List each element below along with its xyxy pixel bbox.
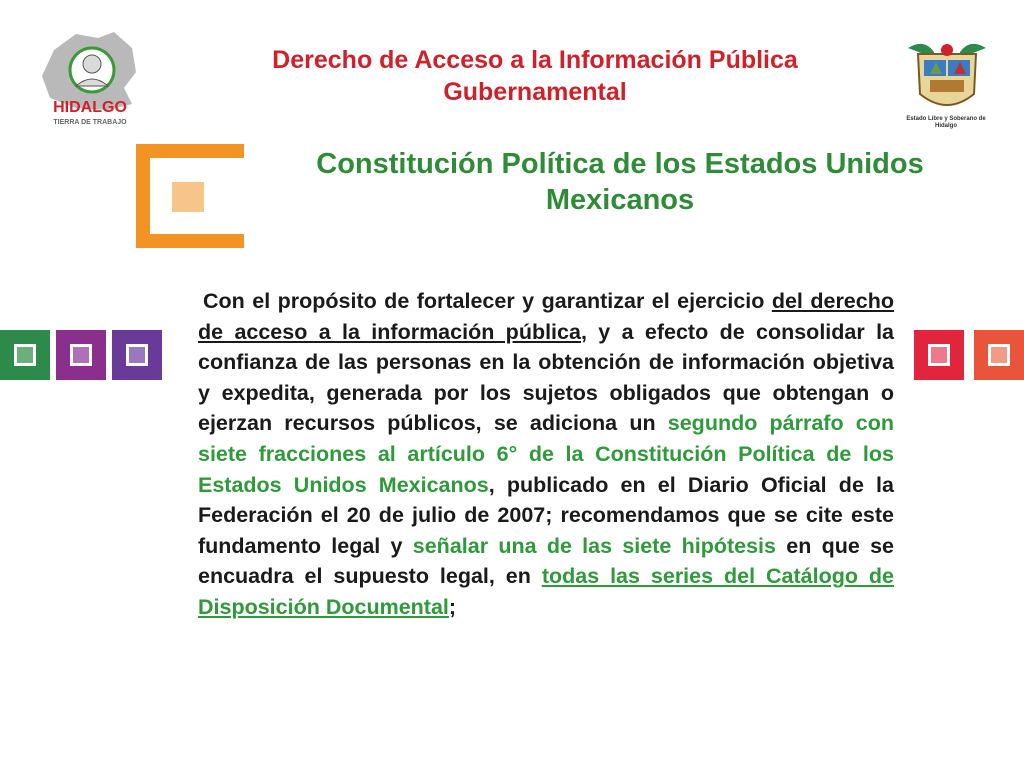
- body-text-5: , publicado en el Diario Oficial de la Federación el 20 de julio de 2007; recomendamos que se cite este fundamento legal y: [198, 472, 894, 558]
- body-text-7: en que se encuadra el supuesto legal, en: [198, 533, 894, 589]
- body-paragraph: [198, 286, 894, 623]
- violet-square-icon: [112, 330, 162, 380]
- body-text-3: , y a efecto de consolidar la confianza de las personas en la obtención de información objetiva y expedita, generada por los sujetos obligados que obtengan o ejerzan recursos públicos, se adiciona un: [198, 319, 895, 436]
- body-text-green-underlined: todas las series del Catálogo de Disposición Documental: [198, 564, 894, 619]
- hidalgo-logo: [36, 28, 144, 132]
- red-square-icon: [914, 330, 964, 380]
- body-text-green-2: señalar una de las siete hipótesis: [412, 533, 776, 558]
- hidalgo-logo-text: HIDALGO: [53, 99, 127, 116]
- orange-red-square-icon: [974, 330, 1024, 380]
- green-square-icon: [0, 330, 50, 380]
- purple-square-icon: [56, 330, 106, 380]
- body-text-1: Con el propósito de fortalecer y garantizar el ejercicio: [203, 289, 772, 313]
- page-header-title: Derecho de Acceso a la Información Pública Gubernamental: [272, 46, 798, 106]
- section-title: Constitución Política de los Estados Unidos Mexicanos: [316, 148, 924, 216]
- body-text-9: ;: [448, 594, 457, 619]
- coat-of-arms-caption: Estado Libre y Soberano de Hidalgo: [906, 116, 986, 129]
- body-text-green-1: segundo párrafo con siete fracciones al artículo 6° de la Constitución Política de los Estados Unidos Mexicanos: [198, 411, 894, 497]
- hidalgo-logo-subtext: TIERRA DE TRABAJO: [53, 119, 127, 126]
- body-text-underlined: del derecho de acceso a la información pública: [198, 289, 894, 344]
- orange-bracket-icon: [136, 144, 244, 248]
